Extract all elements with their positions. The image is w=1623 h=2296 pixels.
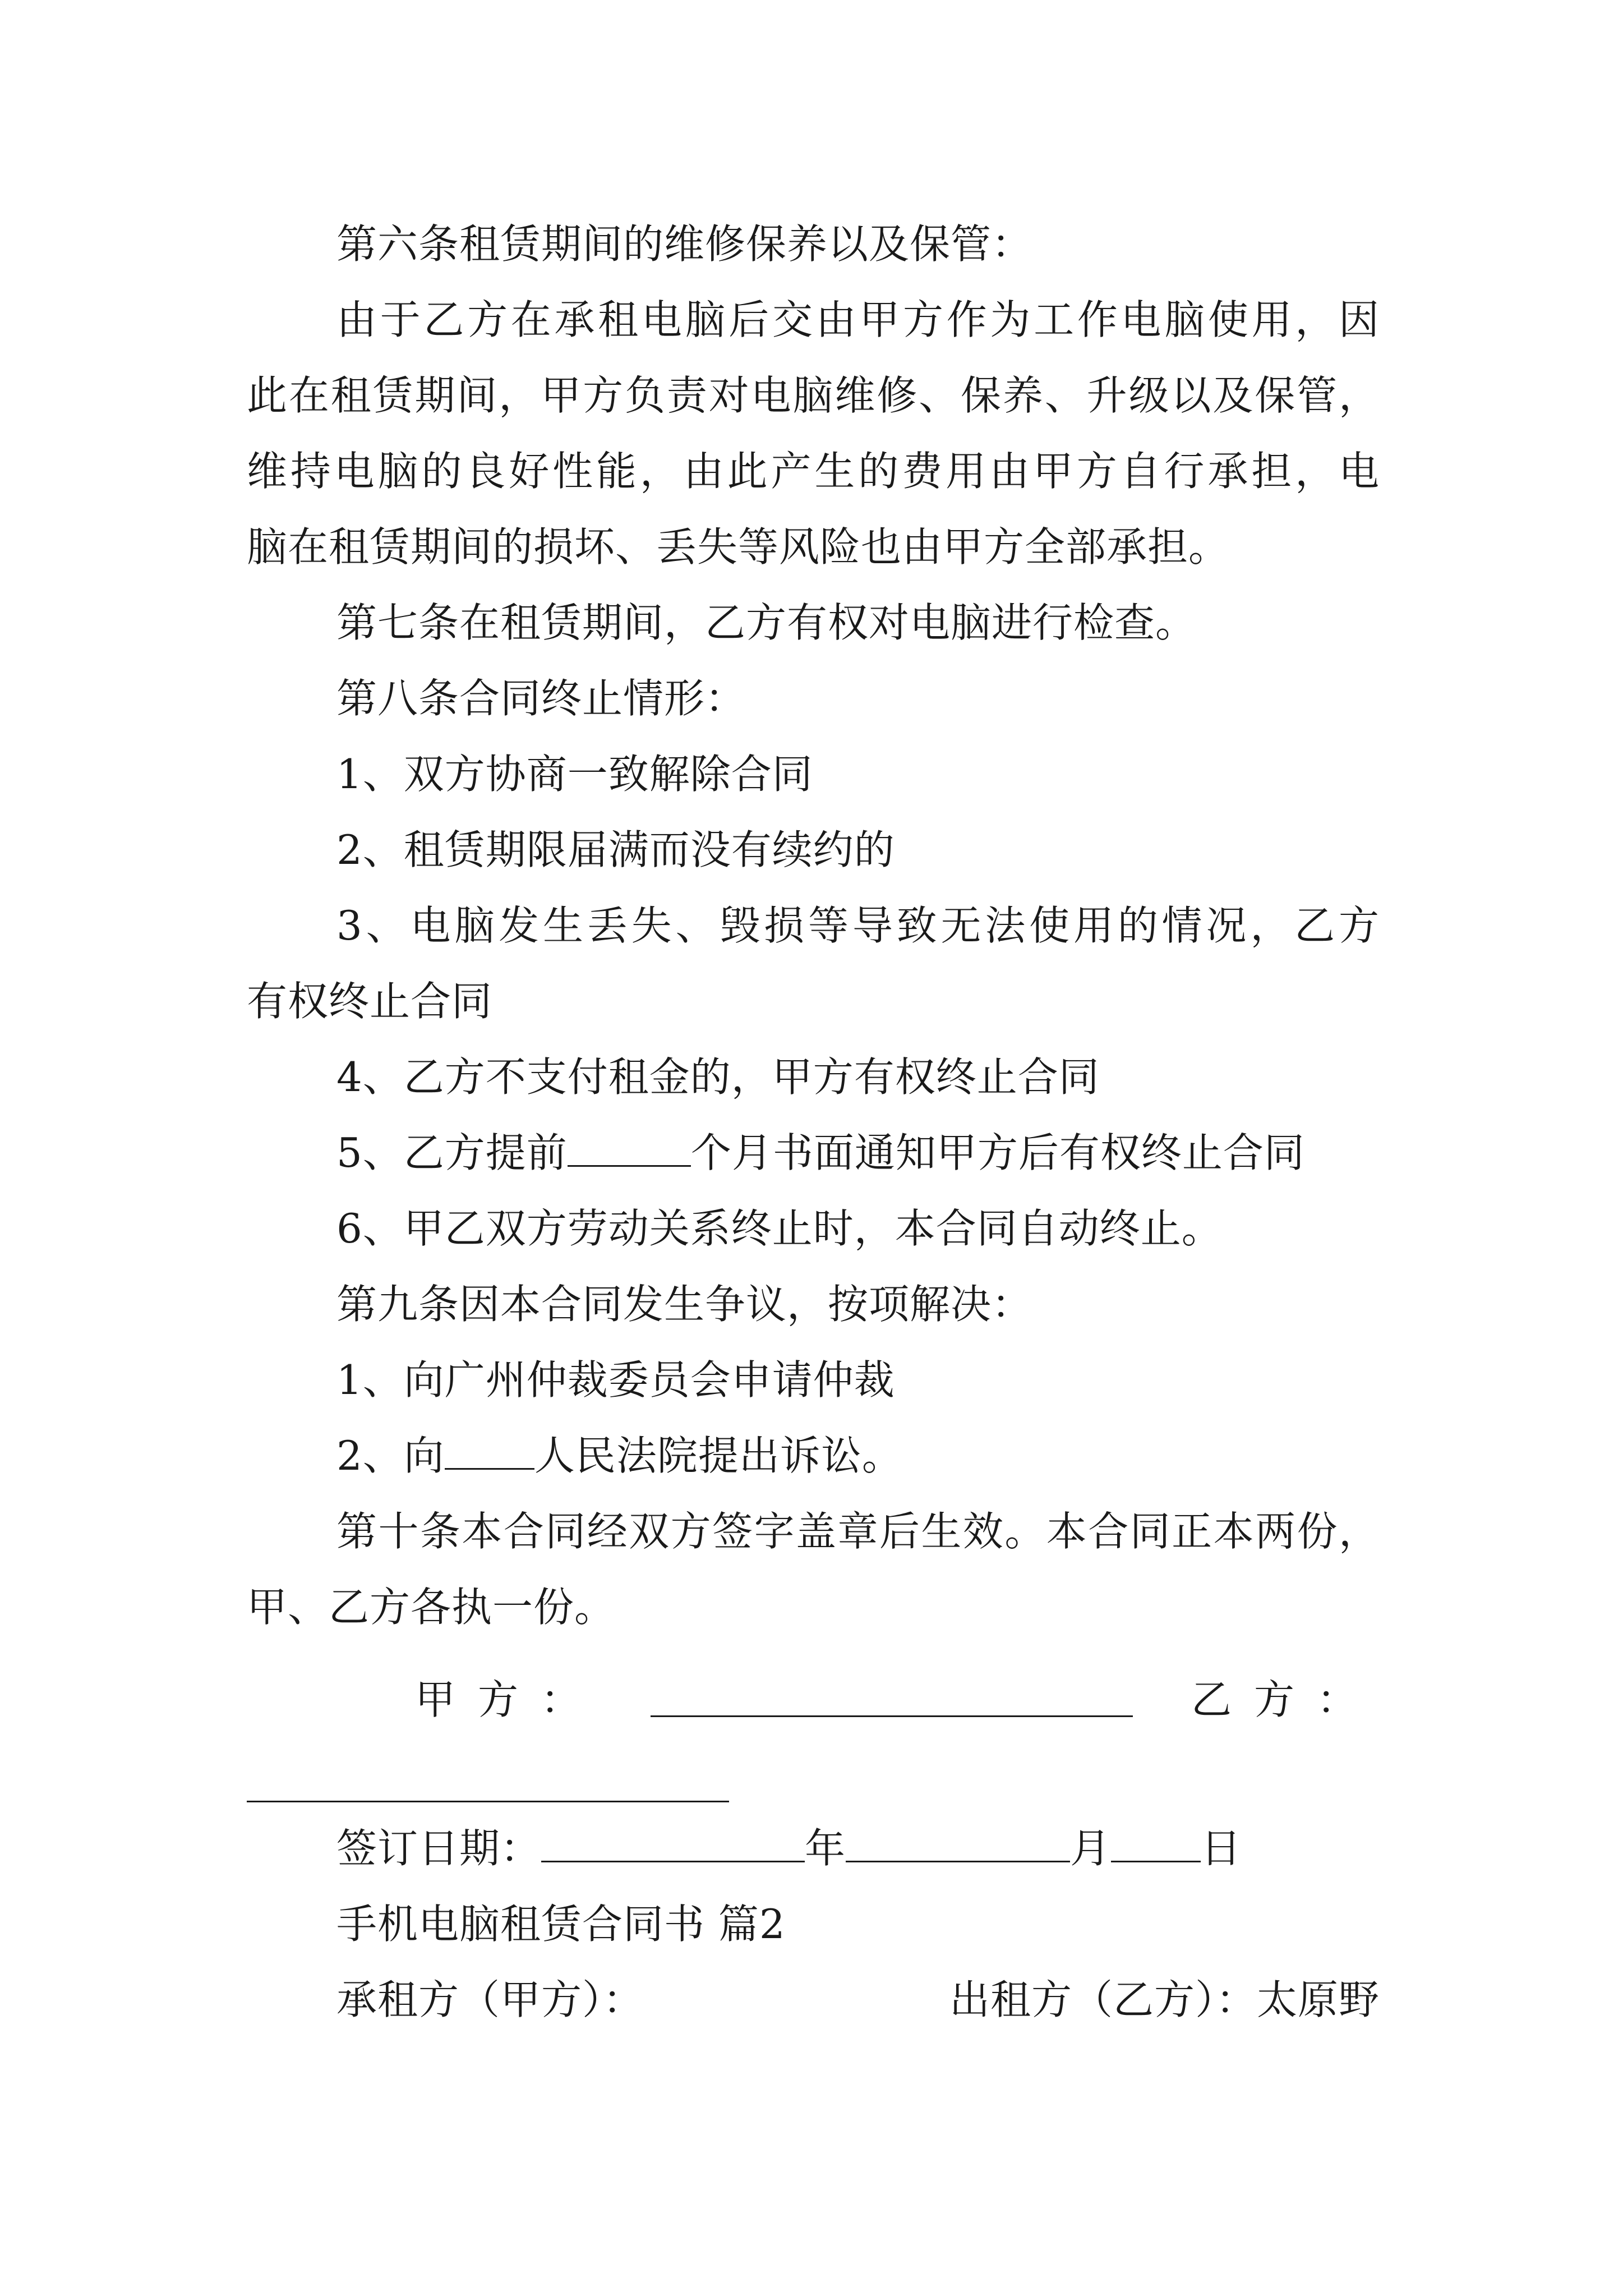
parties-line	[0, 1972, 1623, 2028]
article7-text: 第七条在租赁期间，乙方有权对电脑进行检查。	[336, 599, 1197, 646]
months-blank	[568, 1126, 691, 1167]
sign-date-label: 签订日期：	[336, 1825, 542, 1872]
article6-body-line2: 此在租赁期间，甲方负责对电脑维修、保养、升级以及保管，	[247, 372, 1380, 419]
month-blank	[846, 1821, 1070, 1862]
party-b-label: 乙方：	[1191, 1676, 1380, 1723]
article8-heading: 第八条合同终止情形：	[336, 675, 746, 722]
article8-item4: 4、乙方不支付租金的，甲方有权终止合同	[336, 1053, 1100, 1101]
article8-item2: 2、租赁期限届满而没有续约的	[336, 826, 895, 873]
article9-item1: 1、向广州仲裁委员会申请仲裁	[336, 1356, 895, 1404]
sign-date-day: 日	[1201, 1825, 1242, 1872]
article6-heading: 第六条租赁期间的维修保养以及保管：	[336, 220, 1033, 268]
sign-date-line	[336, 1820, 1242, 1876]
party-a-signature-line	[651, 1715, 1133, 1717]
article9-item2-prefix: 2、向	[336, 1432, 445, 1479]
party-a-label: 甲方：	[415, 1676, 604, 1723]
article9-item2	[336, 1428, 903, 1484]
article8-item3-line1: 3、电脑发生丢失、毁损等导致无法使用的情况，乙方	[336, 902, 1380, 949]
sign-date-month: 月	[1070, 1825, 1112, 1872]
article8-item5-suffix: 个月书面通知甲方后有权终止合同	[690, 1129, 1305, 1176]
article10-line2: 甲、乙方各执一份。	[247, 1584, 616, 1631]
article8-item5-prefix: 5、乙方提前	[336, 1129, 568, 1176]
article8-item5	[336, 1125, 1305, 1181]
sign-date-year: 年	[805, 1825, 846, 1872]
lessee-label: 承租方（甲方）：	[336, 1976, 644, 2023]
signature-row	[247, 1672, 1380, 1733]
article8-item6: 6、甲乙双方劳动关系终止时，本合同自动终止。	[336, 1205, 1223, 1252]
article6-body-line3: 维持电脑的良好性能，由此产生的费用由甲方自行承担，电	[247, 448, 1380, 495]
article8-item3-line2: 有权终止合同	[247, 978, 493, 1025]
article9-heading: 第九条因本合同发生争议，按项解决：	[336, 1281, 1033, 1328]
article10-line1: 第十条本合同经双方签字盖章后生效。本合同正本两份，	[336, 1508, 1380, 1555]
year-blank	[541, 1821, 805, 1862]
section2-title: 手机电脑租赁合同书 篇2	[336, 1901, 786, 1948]
article8-item1: 1、双方协商一致解除合同	[336, 751, 813, 798]
party-b-signature-line	[247, 1801, 729, 1802]
article6-body-line4: 脑在租赁期间的损坏、丢失等风险也由甲方全部承担。	[247, 523, 1230, 570]
court-blank	[445, 1429, 534, 1470]
lessor-label: 出租方（乙方）：太原野	[949, 1976, 1380, 2023]
article6-body-line1: 由于乙方在承租电脑后交由甲方作为工作电脑使用，因	[336, 296, 1380, 343]
article9-item2-suffix: 人民法院提出诉讼。	[534, 1432, 903, 1479]
day-blank	[1111, 1821, 1201, 1862]
